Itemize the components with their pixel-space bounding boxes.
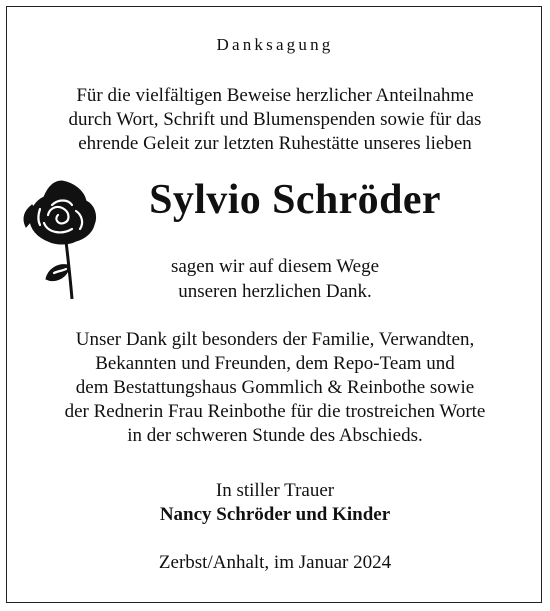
place-and-date: Zerbst/Anhalt, im Januar 2024 xyxy=(158,552,392,573)
intro-line: ehrende Geleit zur letzten Ruhestätte unseres lieben xyxy=(78,133,472,154)
thanks-paragraph xyxy=(0,254,550,304)
thanks-line: sagen wir auf diesem Wege xyxy=(170,256,380,277)
intro-line: Für die vielfältigen Beweise herzlicher Anteilnahme xyxy=(76,85,474,106)
acknowledgement-line: dem Bestattungshaus Gommlich & Reinbothe sowie xyxy=(75,377,475,398)
intro-line: durch Wort, Schrift und Blumenspenden sowie für das xyxy=(68,109,482,130)
mourners-signature: Nancy Schröder und Kinder xyxy=(159,504,391,525)
intro-paragraph xyxy=(0,84,550,156)
acknowledgement-line: Unser Dank gilt besonders der Familie, Verwandten, xyxy=(75,329,475,350)
acknowledgement-paragraph xyxy=(0,328,550,448)
deceased-name: Sylvio Schröder xyxy=(149,177,441,223)
acknowledgement-line: der Rednerin Frau Reinbothe für die trostreichen Worte xyxy=(64,401,486,422)
notice-heading: Danksagung xyxy=(216,35,334,54)
mourning-phrase: In stiller Trauer xyxy=(215,480,335,501)
acknowledgement-line: Bekannten und Freunden, dem Repo-Team und xyxy=(95,353,455,374)
thanks-line: unseren herzlichen Dank. xyxy=(178,281,372,302)
acknowledgement-line: in der schweren Stunde des Abschieds. xyxy=(127,425,423,446)
